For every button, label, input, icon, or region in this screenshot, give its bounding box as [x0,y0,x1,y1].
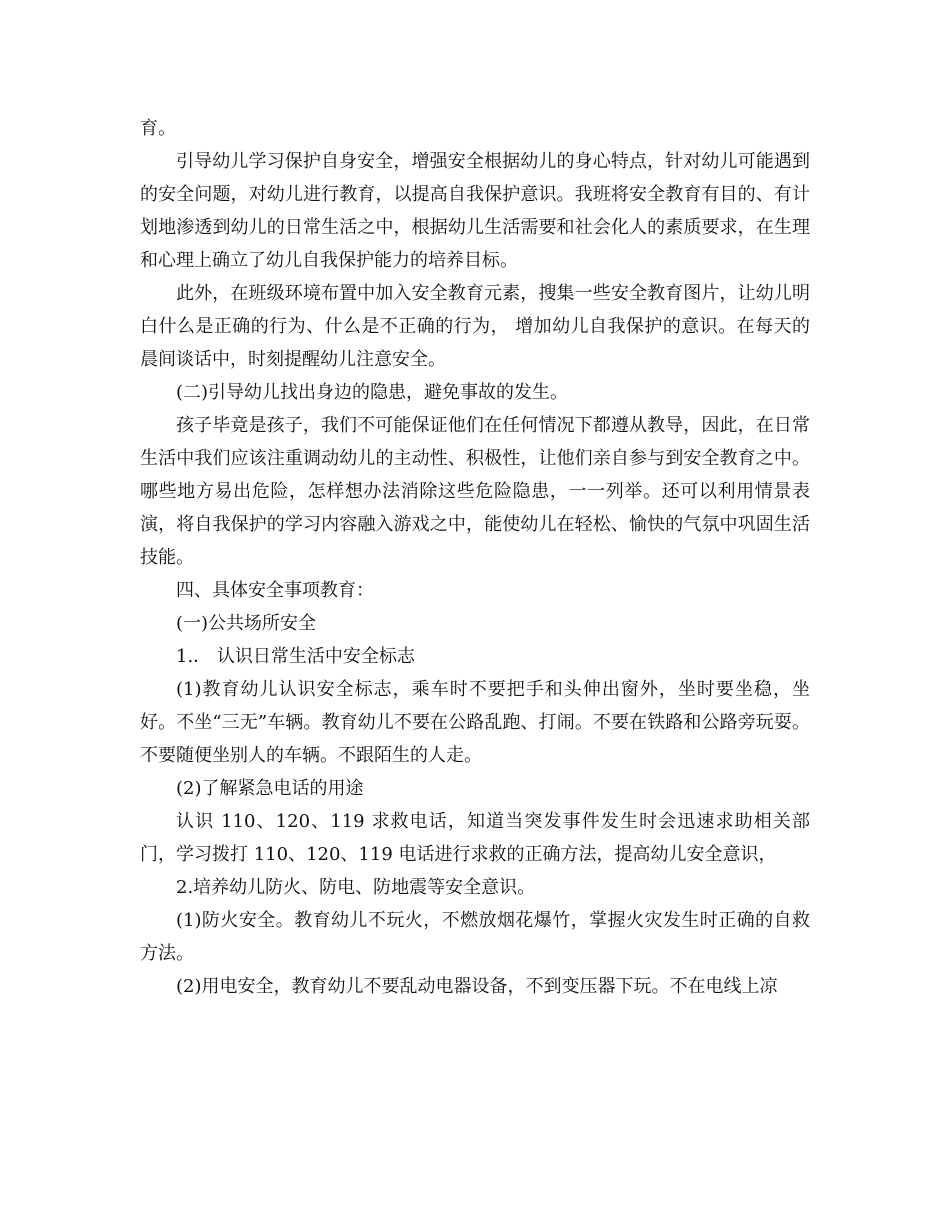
list-heading: 2.培养幼儿防火、防电、防地震等安全意识。 [176,877,536,898]
paragraph: (1)教育幼儿认识安全标志，乘车时不要把手和头伸出窗外，坐时要坐稳，坐好。不坐“三无”车辆。教育幼儿不要在公路乱跑、打闹。不要在铁路和公路旁玩耍。不要随便坐别人的车辆。不跟陌生的人走。 [140,679,810,766]
paragraph: (2)用电安全，教育幼儿不要乱动电器设备，不到变压器下玩。不在电线上凉 [176,976,778,997]
paragraph: (1)防火安全。教育幼儿不玩火，不燃放烟花爆竹，掌握火灾发生时正确的自救方法。 [140,910,810,964]
list-heading: (2)了解紧急电话的用途 [176,778,364,799]
paragraph: 认识 110、120、119 求救电话，知道当突发事件发生时会迅速求助相关部门，学习拨打 110、120、119 电话进行求救的正确方法，提高幼儿安全意识， [140,811,810,865]
section-heading: (二)引导幼儿找出身边的隐患，避免事故的发生。 [176,382,569,403]
list-heading: 1.． 认识日常生活中安全标志 [176,646,415,667]
paragraph: 此外，在班级环境布置中加入安全教育元素，搜集一些安全教育图片，让幼儿明白什么是正确的行为、什么是不正确的行为， 增加幼儿自我保护的意识。在每天的晨间谈话中，时刻提醒幼儿注意安全。 [140,283,810,370]
paragraph: 孩子毕竟是孩子，我们不可能保证他们在任何情况下都遵从教导，因此，在日常生活中我们应该注重调动幼儿的主动性、积极性，让他们亲自参与到安全教育之中。哪些地方易出危险，怎样想办法消除这些危险隐患，一一列举。还可以利用情景表演，将自我保护的学习内容融入游戏之中，能使幼儿在轻松、愉快的气氛中巩固生活技能。 [140,415,810,568]
paragraph-continuation: 育。 [140,118,176,139]
paragraph: 引导幼儿学习保护自身安全，增强安全根据幼儿的身心特点，针对幼儿可能遇到的安全问题，对幼儿进行教育，以提高自我保护意识。我班将安全教育有目的、有计划地渗透到幼儿的日常生活之中，根据幼儿生活需要和社会化人的素质要求，在生理和心理上确立了幼儿自我保护能力的培养目标。 [140,151,810,271]
section-heading: 四、具体安全事项教育： [176,580,374,601]
subsection-heading: (一)公共场所安全 [176,613,317,634]
document-body [140,112,810,1003]
